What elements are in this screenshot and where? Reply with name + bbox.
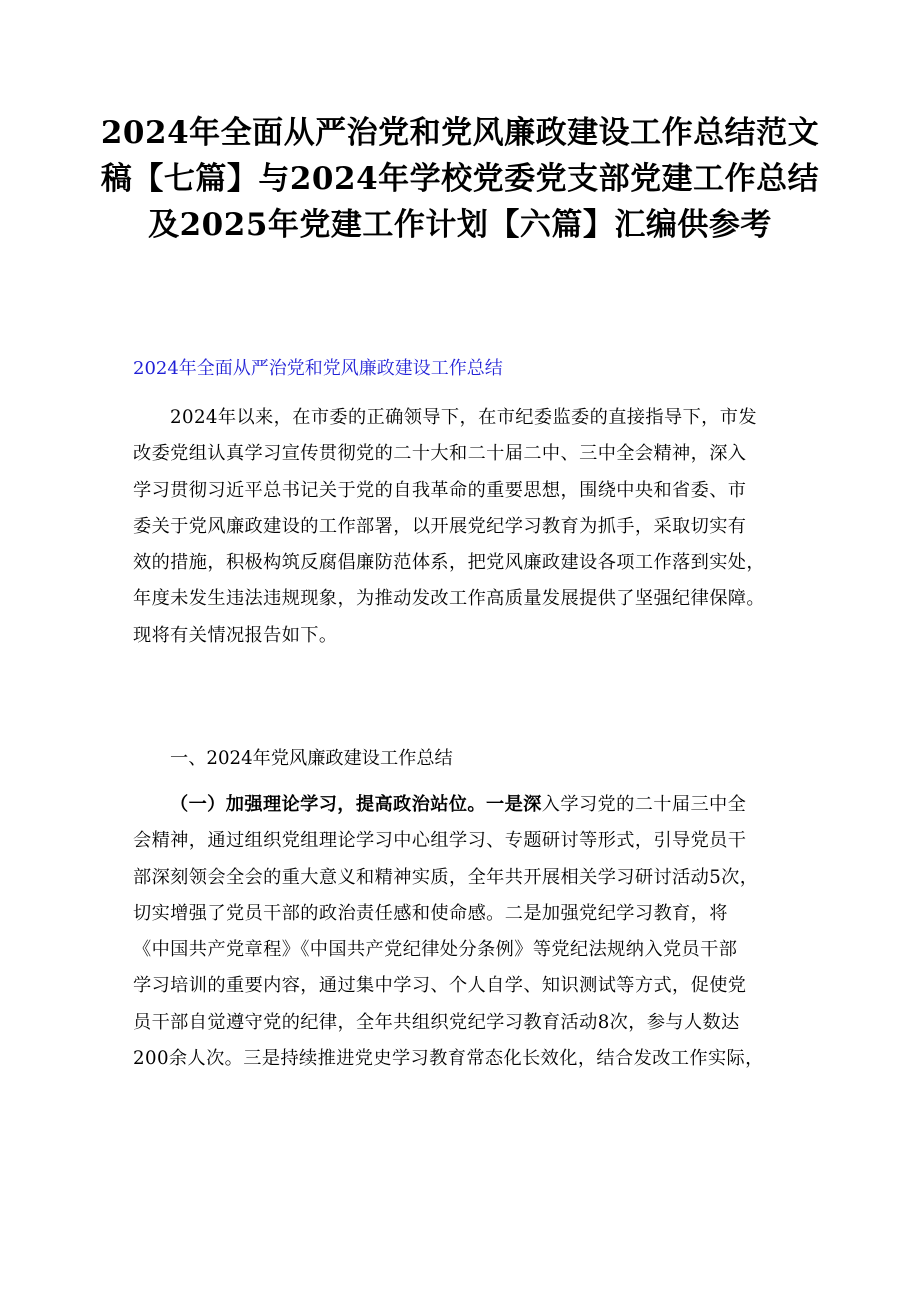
section-paragraph [133, 787, 801, 1077]
paragraph-line: 《中国共产党章程》《中国共产党纪律处分条例》等党纪法规纳入党员干部 [133, 939, 738, 961]
paragraph-line: 部深刻领会全会的重大意义和精神实质，全年共开展相关学习研讨活动5次， [133, 866, 759, 888]
paragraph-line: 年度未发生违法违规现象，为推动发改工作高质量发展提供了坚强纪律保障。 [133, 588, 765, 610]
paragraph-line: 会精神，通过组织党组理论学习中心组学习、专题研讨等形式，引导党员干 [133, 830, 747, 852]
title-line-3: 及2025年党建工作计划【六篇】汇编供参考 [148, 207, 772, 243]
section-heading: 一、2024年党风廉政建设工作总结 [170, 748, 453, 769]
paragraph-line: 学习贯彻习近平总书记关于党的自我革命的重要思想，围绕中央和省委、市 [133, 479, 747, 501]
paragraph-line: 切实增强了党员干部的政治责任感和使命感。二是加强党纪学习教育，将 [133, 902, 728, 924]
paragraph-line: 改委党组认真学习宣传贯彻党的二十大和二十届二中、三中全会精神，深入 [133, 443, 747, 465]
paragraph-line: 员干部自觉遵守党的纪律，全年共组织党纪学习教育活动8次，参与人数达 [133, 1011, 740, 1033]
paragraph-line: 现将有关情况报告如下。 [133, 624, 338, 646]
paragraph-line: 200余人次。三是持续推进党史学习教育常态化长效化，结合发改工作实际， [133, 1048, 764, 1070]
title-line-1: 2024年全面从严治党和党风廉政建设工作总结范文 [100, 115, 820, 151]
paragraph-bold-lead: （一）加强理论学习，提高政治站位。一是深 [170, 794, 542, 815]
section-heading-link[interactable]: 2024年全面从严治党和党风廉政建设工作总结 [133, 358, 503, 379]
paragraph-first-line [133, 787, 801, 823]
title-line-2: 稿【七篇】与2024年学校党委党支部党建工作总结 [100, 161, 820, 197]
document-title [100, 110, 820, 248]
paragraph-line: 2024年以来，在市委的正确领导下，在市纪委监委的直接指导下，市发 [170, 407, 757, 428]
paragraph-lead-rest: 入学习党的二十届三中全 [541, 794, 747, 815]
intro-paragraph [133, 400, 801, 654]
paragraph-line: 学习培训的重要内容，通过集中学习、个人自学、知识测试等方式，促使党 [133, 975, 747, 997]
paragraph-line: 效的措施，积极构筑反腐倡廉防范体系，把党风廉政建设各项工作落到实处， [133, 552, 765, 574]
paragraph-line: 委关于党风廉政建设的工作部署，以开展党纪学习教育为抓手，采取切实有 [133, 515, 747, 537]
